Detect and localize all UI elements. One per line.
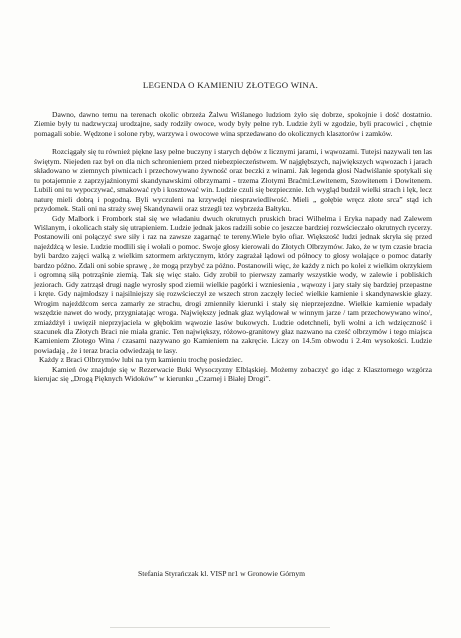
paragraph-legend: Gdy Malbork i Frombork stał się we władaniu dwuch okrutnych pruskich braci Wilhelma i Eryka napady nad Zalewem Wiślanym, i okolicach stały się utrapieniem. Ludzie jednak jakos radzili sobie co jeszcze bardziej rozwścieczało okrutnych rycerzy. Postanowili oni połączyć swe siły i raz na zawsze zagarnąć te tereny.Wiele było ofiar. Większość ludzi jednak skryła się przed najeźdźcą w lesie. Ludzie modlili się i wołali o pomoc. Swoje głosy kierowali do Złotych Olbrzymów. Jako, że w tym czasie bracia byli bardzo zajęci walką z wielkim sztormem arktycznym, który zagrażał lądowi od północy to głosy wołające o pomoc datarły bardzo późno. Zdali oni sobie sprawę , że mogą przybyć za późno. Postanowili więc, że każdy z nich po kolei z wielkim okrzykiem i ogromną siłą potrząśnie ziemią. Tak się więc stało. Gdy zrobił to pierwszy zamarły wszystkie wody, w zalewie i pobliskich jeziorach. Gdy zatrząsł drugi nagle wyrosły spod ziemii wielkie pagórki i wzniesienia , wąwozy i jary stały się bardziej przepastne i kręte. Gdy najmłodszy i najsilniejszy się rozwścieczył ze wszech stron zaczęły lecieć wielkie kamienie i skandynawskie głazy. Wrogim najeźdźcom serca zamarły ze strachu, drogi zmienniły kierunki i stały się nieprzejezdne. Wielkie kamienie wpadały wszędzie nawet do wody, przygniatając wroga. Największy jednak głaz wylądował w winnym jarze / tam przechowywano wino/, zmiażdżył i uwięził nieprzyjaciela w głębokim wąwozie lasów bukowych. Ludzie odetchneli, byli wolni a ich wdzięczność i szacunek dla Złotych Braci nie miała granic. Ten największy, różowo-granitowy głaz nazwano na cześć olbrzymów i tego miajsca Kamieniem Złotego Wina / czasami nazywano go Kamieniem na zakręcie. Liczy on 14.5m obwodu i 2.4m wysokości. Ludzie powiadają , że i teraz bracia odwiedzają te lasy.: [34, 213, 432, 355]
paragraph-location: Kamień ów znajduje się w Rezerwacie Buki Wysoczyzny Elbląskiej. Możemy zobaczyć go idąc z Klasztornego wzgórza kierujac się „Drogą Pięknych Widoków” w kierunku „Czarnej i Białej Drogi”.: [34, 364, 432, 384]
document-title: LEGENDA O KAMIENIU ZŁOTEGO WINA.: [142, 80, 319, 90]
scan-edge-line: [110, 627, 330, 628]
paragraph-forest: Rozciągały się tu również piękne lasy pełne buczyny i starych dębów z licznymi jarami, i wąwozami. Tutejsi nazywali ten las świętym. Niejeden raz był on dla nich schronieniem przed niebezpieczeństwem. W najgłębszych, największych wąwozach i jarach składowano w ziemnych piwnicach i przechowywano żywność oraz beczki z winami. Jak legenda głosi Nadwiślanie spotykali się tu potajemnie z zaprzyjaźnionymi skandynawskimi olbrzymami - trzema Złotymi Braćmi:Lewitenem, Szowitenem i Dowitenem. Lubili oni tu wypoczywać, smakować ryb i kosztować win. Ludzie czuli się bezpiecznie. Ich wygląd budził wielki strach i lęk, lecz naturę mieli dobrą i pogodną. Byli wyczuleni na krzywdęi niesprawiedliwość. Mieli „ gołębie wręcz złote srca” stąd ich przydomek. Stali oni na straży swej Skandynawii oraz strzegli tez wybrzeża Bałtyku.: [34, 147, 432, 214]
paragraph-intro: Dawno, dawno temu na terenach okolic obrzeża Żalwu Wiślanego ludziom żyło się dobrze, spokojnie i dość dostatnio. Ziemie były tu nadzwyczaj urodzajne, sady rodziły owoce, wody były pełne ryb. Ludzie żyli w zgodzie, byli pracowici , chętnie pomagali sobie. Wędzone i solone ryby, warzywa i owocowe wina sprzedawano do okolicznych klasztorów i zamków.: [34, 110, 432, 138]
author-signature: Stefania Styrańczak kl. VISP nr1 w Gronowie Górnym: [138, 569, 306, 578]
document-body: [34, 110, 432, 384]
paragraph-brothers: Każdy z Braci Olbrzymów lubi na tym kamieniu trochę posiedziec.: [39, 355, 243, 365]
